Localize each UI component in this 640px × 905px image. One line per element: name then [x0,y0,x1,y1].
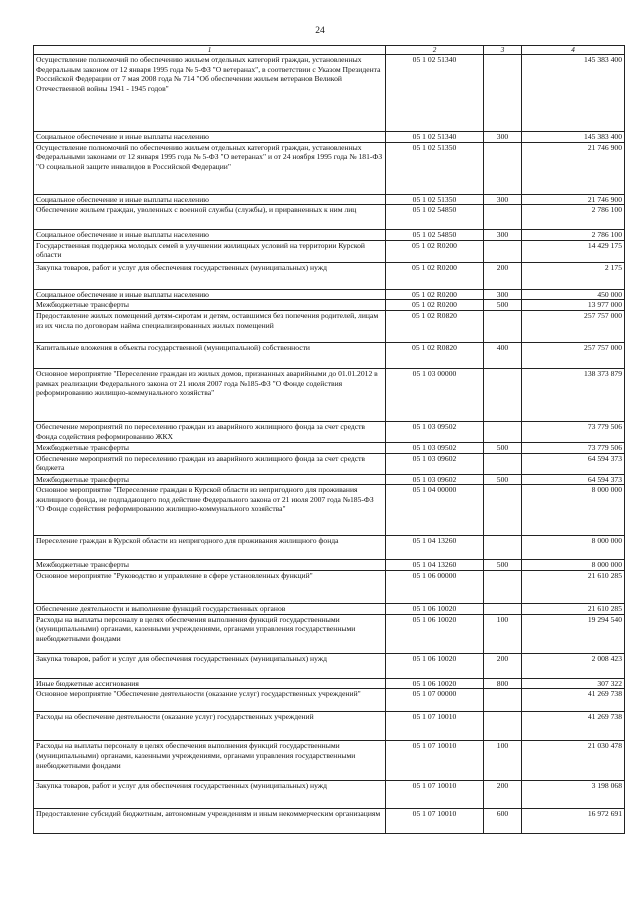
row-sum-cell: 21 030 478 [522,741,625,781]
row-type-cell: 200 [484,653,522,678]
row-name-cell: Социальное обеспечение и иные выплаты населению [34,230,386,241]
row-type-cell [484,310,522,342]
row-type-cell [484,536,522,560]
row-code-cell: 05 1 07 00000 [386,689,484,712]
row-sum-cell: 14 429 175 [522,240,625,262]
row-name-cell: Предоставление субсидий бюджетным, автономным учреждениям и иным некоммерческим организациям [34,809,386,834]
row-code-cell: 05 1 02 R0200 [386,300,484,311]
row-code-cell: 05 1 04 13260 [386,560,484,571]
header-col-1: 1 [34,46,386,55]
row-type-cell: 500 [484,474,522,485]
table-row [34,205,625,230]
row-sum-cell: 13 977 000 [522,300,625,311]
row-code-cell: 05 1 03 09602 [386,453,484,474]
row-code-cell: 05 1 02 51340 [386,55,484,132]
row-name-cell: Расходы на выплаты персоналу в целях обеспечения выполнения функций государственными (муниципальными) органами, казенными учреждениями, органами управления государственными внебюджетными фондами [34,614,386,653]
row-type-cell [484,240,522,262]
row-code-cell: 05 1 06 10020 [386,653,484,678]
table-row [34,536,625,560]
row-name-cell: Межбюджетные трансферты [34,442,386,453]
table-row [34,142,625,194]
table-row [34,55,625,132]
table-row [34,262,625,289]
header-col-4: 4 [522,46,625,55]
row-name-cell: Межбюджетные трансферты [34,474,386,485]
row-name-cell: Обеспечение мероприятий по переселению граждан из аварийного жилищного фонда за счет средств Фонда содействия реформированию ЖКХ [34,421,386,442]
row-code-cell: 05 1 02 R0200 [386,240,484,262]
row-type-cell [484,485,522,536]
row-type-cell [484,712,522,741]
row-sum-cell: 145 383 400 [522,132,625,143]
row-type-cell [484,205,522,230]
table-row [34,368,625,421]
row-name-cell: Осуществление полномочий по обеспечению жильем отдельных категорий граждан, установленных Федеральными законами от 12 января 1995 года № 5-ФЗ "О ветеранах" и от 24 ноября 1995 года № 181-ФЗ "О социальной защите инвалидов в Российской Федерации" [34,142,386,194]
table-header-row [34,46,625,55]
row-code-cell: 05 1 03 09602 [386,474,484,485]
row-code-cell: 05 1 04 13260 [386,536,484,560]
row-sum-cell: 16 972 691 [522,809,625,834]
table-row [34,653,625,678]
row-sum-cell: 450 000 [522,289,625,300]
table-row [34,781,625,809]
row-type-cell: 500 [484,442,522,453]
table-row [34,741,625,781]
table-row [34,453,625,474]
row-name-cell: Переселение граждан в Курской области из непригодного для проживания жилищного фонда [34,536,386,560]
table-row [34,240,625,262]
row-sum-cell: 2 786 100 [522,205,625,230]
row-code-cell: 05 1 02 54850 [386,205,484,230]
row-code-cell: 05 1 06 10020 [386,614,484,653]
header-col-3: 3 [484,46,522,55]
row-type-cell: 300 [484,230,522,241]
row-type-cell: 300 [484,194,522,205]
row-sum-cell: 257 757 000 [522,342,625,368]
row-type-cell: 400 [484,342,522,368]
row-sum-cell: 8 000 000 [522,536,625,560]
row-type-cell [484,421,522,442]
table-row [34,342,625,368]
row-sum-cell: 64 594 373 [522,474,625,485]
table-row [34,310,625,342]
row-sum-cell: 21 610 285 [522,570,625,603]
row-sum-cell: 145 383 400 [522,55,625,132]
page-number: 24 [315,26,325,36]
row-sum-cell: 2 008 423 [522,653,625,678]
row-sum-cell: 19 294 540 [522,614,625,653]
table-row [34,132,625,143]
row-code-cell: 05 1 06 10020 [386,678,484,689]
row-type-cell: 300 [484,132,522,143]
table-row [34,230,625,241]
table-row [34,289,625,300]
row-sum-cell: 8 000 000 [522,560,625,571]
row-name-cell: Обеспечение жильем граждан, уволенных с военной службы (службы), и приравненных к ним лиц [34,205,386,230]
row-type-cell [484,142,522,194]
row-name-cell: Закупка товаров, работ и услуг для обеспечения государственных (муниципальных) нужд [34,262,386,289]
row-name-cell: Расходы на обеспечение деятельности (оказание услуг) государственных учреждений [34,712,386,741]
row-sum-cell: 307 322 [522,678,625,689]
row-type-cell [484,603,522,614]
row-type-cell: 500 [484,300,522,311]
row-sum-cell: 2 175 [522,262,625,289]
row-code-cell: 05 1 07 10010 [386,712,484,741]
header-col-2: 2 [386,46,484,55]
row-sum-cell: 138 373 879 [522,368,625,421]
table-row [34,712,625,741]
row-sum-cell: 64 594 373 [522,453,625,474]
row-type-cell: 800 [484,678,522,689]
row-code-cell: 05 1 02 51340 [386,132,484,143]
row-name-cell: Обеспечение деятельности и выполнение функций государственных органов [34,603,386,614]
row-sum-cell: 21 746 900 [522,142,625,194]
row-code-cell: 05 1 04 00000 [386,485,484,536]
row-name-cell: Основное мероприятие "Переселение граждан из жилых домов, признанных аварийными до 01.01.2012 в рамках реализации Федерального закона от 21 июля 2007 года №185-ФЗ "О Фонде содействия реформированию жилищно-коммунального хозяйства" [34,368,386,421]
row-type-cell [484,368,522,421]
row-name-cell: Социальное обеспечение и иные выплаты населению [34,289,386,300]
row-name-cell: Межбюджетные трансферты [34,560,386,571]
row-code-cell: 05 1 03 00000 [386,368,484,421]
row-sum-cell: 2 786 100 [522,230,625,241]
table-row [34,560,625,571]
row-type-cell [484,55,522,132]
row-code-cell: 05 1 03 09502 [386,442,484,453]
row-type-cell [484,570,522,603]
row-type-cell [484,453,522,474]
row-name-cell: Осуществление полномочий по обеспечению жильем отдельных категорий граждан, установленных Федеральным законом от 12 января 1995 года № 5-ФЗ "О ветеранах", в соответствии с Указом Президента Российской Федерации от 7 мая 2008 года № 714 "Об обеспечении жильем ветеранов Великой Отечественной войны 1941 - 1945 годов" [34,55,386,132]
row-code-cell: 05 1 06 10020 [386,603,484,614]
row-name-cell: Расходы на выплаты персоналу в целях обеспечения выполнения функций государственными (муниципальными) органами, казенными учреждениями, органами управления государственными внебюджетными фондами [34,741,386,781]
row-name-cell: Закупка товаров, работ и услуг для обеспечения государственных (муниципальных) нужд [34,781,386,809]
row-name-cell: Социальное обеспечение и иные выплаты населению [34,132,386,143]
row-code-cell: 05 1 02 51350 [386,142,484,194]
table-row [34,603,625,614]
table-row [34,485,625,536]
table-row [34,678,625,689]
row-name-cell: Предоставление жилых помещений детям-сиротам и детям, оставшимся без попечения родителей, лицам из их числа по договорам найма специализированных жилых помещений [34,310,386,342]
row-code-cell: 05 1 07 10010 [386,741,484,781]
table-row [34,809,625,834]
row-name-cell: Основное мероприятие "Переселение граждан в Курской области из непригодного для проживания жилищного фонда, не подпадающего под действие Федерального закона от 21 июля 2007 года №185-ФЗ "О Фонде содействия реформированию жилищно-коммунального хозяйства" [34,485,386,536]
row-type-cell: 600 [484,809,522,834]
table-row [34,474,625,485]
row-sum-cell: 21 746 900 [522,194,625,205]
row-sum-cell: 73 779 506 [522,421,625,442]
row-type-cell: 300 [484,289,522,300]
row-type-cell: 200 [484,781,522,809]
row-sum-cell: 257 757 000 [522,310,625,342]
row-sum-cell: 41 269 738 [522,689,625,712]
table-row [34,570,625,603]
row-sum-cell: 3 198 068 [522,781,625,809]
row-name-cell: Государственная поддержка молодых семей в улучшении жилищных условий на территории Курской области [34,240,386,262]
row-code-cell: 05 1 02 R0820 [386,310,484,342]
row-name-cell: Иные бюджетные ассигнования [34,678,386,689]
row-code-cell: 05 1 02 R0200 [386,289,484,300]
row-code-cell: 05 1 06 00000 [386,570,484,603]
row-code-cell: 05 1 02 R0200 [386,262,484,289]
row-name-cell: Социальное обеспечение и иные выплаты населению [34,194,386,205]
row-type-cell: 100 [484,614,522,653]
row-type-cell [484,689,522,712]
row-name-cell: Закупка товаров, работ и услуг для обеспечения государственных (муниципальных) нужд [34,653,386,678]
table-row [34,689,625,712]
row-name-cell: Основное мероприятие "Руководство и управление в сфере установленных функций" [34,570,386,603]
row-code-cell: 05 1 02 R0820 [386,342,484,368]
row-sum-cell: 73 779 506 [522,442,625,453]
row-name-cell: Обеспечение мероприятий по переселению граждан из аварийного жилищного фонда за счет средств бюджета [34,453,386,474]
table-row [34,614,625,653]
budget-table [33,45,625,834]
row-name-cell: Межбюджетные трансферты [34,300,386,311]
row-code-cell: 05 1 02 51350 [386,194,484,205]
row-code-cell: 05 1 02 54850 [386,230,484,241]
row-name-cell: Капитальные вложения в объекты государственной (муниципальной) собственности [34,342,386,368]
table-row [34,442,625,453]
table-row [34,421,625,442]
row-type-cell: 100 [484,741,522,781]
row-type-cell: 500 [484,560,522,571]
row-code-cell: 05 1 07 10010 [386,809,484,834]
row-name-cell: Основное мероприятие "Обеспечение деятельности (оказание услуг) государственных учреждений" [34,689,386,712]
row-code-cell: 05 1 07 10010 [386,781,484,809]
row-sum-cell: 41 269 738 [522,712,625,741]
row-sum-cell: 8 000 000 [522,485,625,536]
table-row [34,300,625,311]
row-type-cell: 200 [484,262,522,289]
row-code-cell: 05 1 03 09502 [386,421,484,442]
table-row [34,194,625,205]
row-sum-cell: 21 610 285 [522,603,625,614]
